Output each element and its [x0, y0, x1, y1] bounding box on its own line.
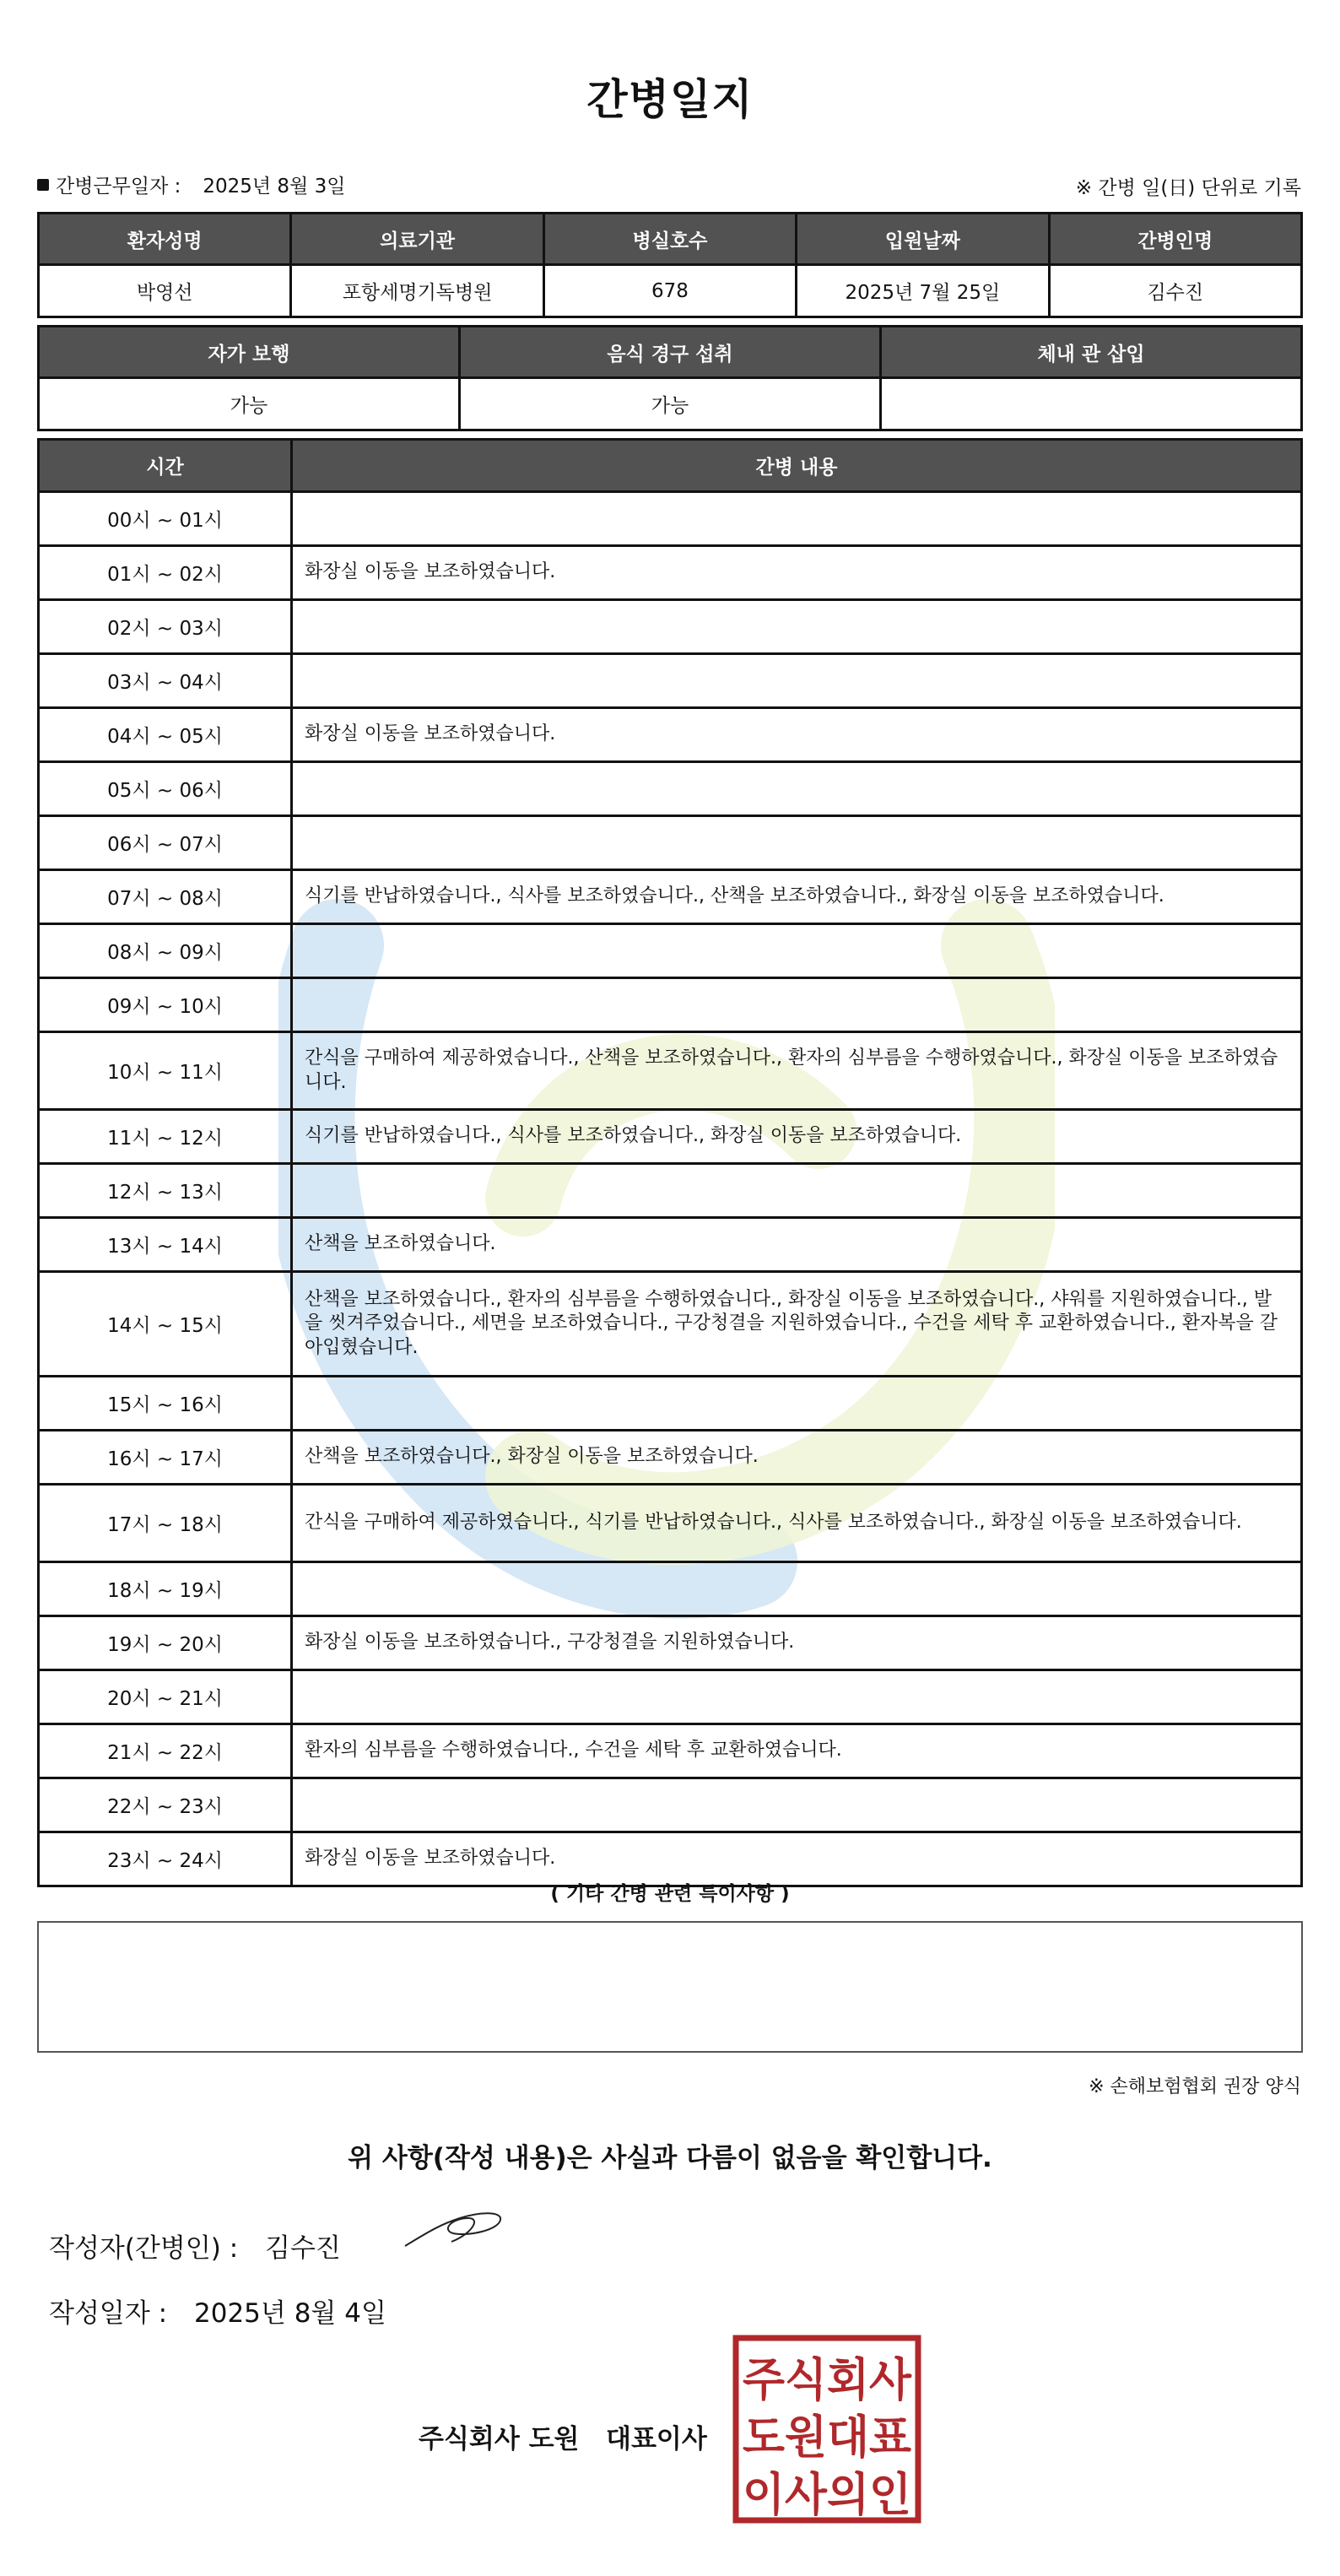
time-cell: 21시 ~ 22시	[39, 1724, 292, 1778]
bullet-square-icon	[37, 179, 49, 191]
table-row	[39, 1670, 1302, 1724]
care-content-cell	[292, 1562, 1302, 1616]
care-log-table	[37, 438, 1303, 1887]
written-date: 2025년 8월 4일	[194, 2298, 386, 2329]
table-row	[39, 816, 1302, 870]
care-content-cell	[292, 762, 1302, 816]
handwritten-signature	[401, 2200, 511, 2259]
caregiver-name-header: 간병인명	[1049, 214, 1301, 265]
care-content-cell: 식기를 반납하였습니다., 식사를 보조하였습니다., 산책을 보조하였습니다., 화장실 이동을 보조하였습니다.	[292, 870, 1302, 924]
patient-info-header-row	[39, 214, 1302, 265]
care-content-cell: 환자의 심부름을 수행하였습니다., 수건을 세탁 후 교환하였습니다.	[292, 1724, 1302, 1778]
care-content-cell	[292, 492, 1302, 546]
care-content-cell: 산책을 보조하였습니다., 환자의 심부름을 수행하였습니다., 화장실 이동을 보조하였습니다., 샤워를 지원하였습니다., 발을 씻겨주었습니다., 세면을 보조하였습니다., 구강청결을 지원하였습니다., 수건을 세탁 후 교환하였습니다., 환자복을 갈아입혔습니다.	[292, 1272, 1302, 1377]
admission-date-header: 입원날짜	[797, 214, 1049, 265]
care-content-header: 간병 내용	[292, 440, 1302, 492]
ceo-title: 대표이사	[606, 2424, 707, 2454]
status-header-row	[39, 327, 1302, 378]
table-row	[39, 546, 1302, 600]
care-content-cell: 화장실 이동을 보조하였습니다.	[292, 546, 1302, 600]
room-number: 678	[543, 265, 796, 317]
table-row	[39, 708, 1302, 762]
care-log-header-row	[39, 440, 1302, 492]
table-row	[39, 924, 1302, 978]
care-content-cell	[292, 1670, 1302, 1724]
table-row	[39, 600, 1302, 654]
table-row	[39, 1164, 1302, 1218]
written-date-label: 작성일자 :	[49, 2298, 168, 2329]
care-content-cell: 산책을 보조하였습니다., 화장실 이동을 보조하였습니다.	[292, 1431, 1302, 1485]
table-row	[39, 870, 1302, 924]
status-value-row	[39, 378, 1302, 430]
time-cell: 15시 ~ 16시	[39, 1377, 292, 1431]
time-cell: 04시 ~ 05시	[39, 708, 292, 762]
daily-record-note: ※ 간병 일(日) 단위로 기록	[1075, 177, 1301, 199]
care-content-cell	[292, 924, 1302, 978]
remarks-box	[37, 1921, 1303, 2053]
oral-intake-header: 음식 경구 섭취	[460, 327, 881, 378]
company-name: 주식회사 도원	[419, 2424, 580, 2454]
time-cell: 00시 ~ 01시	[39, 492, 292, 546]
seal-text-line: 도원대표	[743, 2411, 911, 2464]
table-row	[39, 1485, 1302, 1562]
patient-info-value-row	[39, 265, 1302, 317]
tube-insertion-header: 체내 관 삽입	[881, 327, 1302, 378]
time-header: 시간	[39, 440, 292, 492]
table-row	[39, 1032, 1302, 1110]
company-seal	[732, 2335, 921, 2524]
time-cell: 17시 ~ 18시	[39, 1485, 292, 1562]
hospital-name: 포항세명기독병원	[291, 265, 543, 317]
care-log-body	[39, 492, 1302, 1886]
seal-text-line: 이사의인	[743, 2468, 911, 2521]
table-row	[39, 1218, 1302, 1272]
author-label: 작성자(간병인) :	[49, 2233, 239, 2264]
care-content-cell	[292, 1164, 1302, 1218]
table-row	[39, 978, 1302, 1032]
time-cell: 13시 ~ 14시	[39, 1218, 292, 1272]
remarks-title: ( 기타 간병 관련 특이사항 )	[550, 1883, 790, 1905]
care-content-cell: 화장실 이동을 보조하였습니다.	[292, 708, 1302, 762]
confirmation-statement: 위 사항(작성 내용)은 사실과 다름이 없음을 확인합니다.	[348, 2143, 992, 2173]
care-content-cell: 산책을 보조하였습니다.	[292, 1218, 1302, 1272]
care-content-cell: 간식을 구매하여 제공하였습니다., 산책을 보조하였습니다., 환자의 심부름을 수행하였습니다., 화장실 이동을 보조하였습니다.	[292, 1032, 1302, 1110]
care-content-cell	[292, 978, 1302, 1032]
patient-status-table	[37, 325, 1303, 431]
table-row	[39, 1431, 1302, 1485]
oral-intake-value: 가능	[460, 378, 881, 430]
work-date-value: 2025년 8월 3일	[203, 176, 346, 198]
table-row	[39, 654, 1302, 708]
patient-name: 박영선	[39, 265, 291, 317]
caregiver-name: 김수진	[1049, 265, 1301, 317]
table-row	[39, 1562, 1302, 1616]
seal-text-line: 주식회사	[743, 2353, 912, 2406]
table-row	[39, 492, 1302, 546]
table-row	[39, 762, 1302, 816]
time-cell: 19시 ~ 20시	[39, 1616, 292, 1670]
care-content-cell: 화장실 이동을 보조하였습니다.	[292, 1832, 1302, 1886]
time-cell: 01시 ~ 02시	[39, 546, 292, 600]
patient-name-header: 환자성명	[39, 214, 291, 265]
time-cell: 07시 ~ 08시	[39, 870, 292, 924]
time-cell: 05시 ~ 06시	[39, 762, 292, 816]
tube-insertion-value	[881, 378, 1302, 430]
room-number-header: 병실호수	[543, 214, 796, 265]
form-source-note: ※ 손해보험협회 권장 양식	[1089, 2076, 1301, 2097]
hospital-header: 의료기관	[291, 214, 543, 265]
time-cell: 02시 ~ 03시	[39, 600, 292, 654]
author-name: 김수진	[265, 2233, 341, 2264]
patient-info-table	[37, 212, 1303, 318]
care-content-cell	[292, 1377, 1302, 1431]
care-content-cell: 화장실 이동을 보조하였습니다., 구강청결을 지원하였습니다.	[292, 1616, 1302, 1670]
time-cell: 23시 ~ 24시	[39, 1832, 292, 1886]
time-cell: 12시 ~ 13시	[39, 1164, 292, 1218]
care-content-cell: 식기를 반납하였습니다., 식사를 보조하였습니다., 화장실 이동을 보조하였습니다.	[292, 1110, 1302, 1164]
time-cell: 06시 ~ 07시	[39, 816, 292, 870]
time-cell: 18시 ~ 19시	[39, 1562, 292, 1616]
table-row	[39, 1616, 1302, 1670]
care-content-cell	[292, 1778, 1302, 1832]
table-row	[39, 1272, 1302, 1377]
care-content-cell	[292, 654, 1302, 708]
work-date-line	[37, 170, 345, 198]
admission-date: 2025년 7월 25일	[797, 265, 1049, 317]
table-row	[39, 1377, 1302, 1431]
time-cell: 22시 ~ 23시	[39, 1778, 292, 1832]
time-cell: 14시 ~ 15시	[39, 1272, 292, 1377]
care-content-cell	[292, 816, 1302, 870]
care-content-cell	[292, 600, 1302, 654]
document-title: 간병일지	[586, 75, 754, 124]
time-cell: 09시 ~ 10시	[39, 978, 292, 1032]
time-cell: 10시 ~ 11시	[39, 1032, 292, 1110]
time-cell: 08시 ~ 09시	[39, 924, 292, 978]
table-row	[39, 1778, 1302, 1832]
self-walking-header: 자가 보행	[39, 327, 460, 378]
table-row	[39, 1724, 1302, 1778]
time-cell: 20시 ~ 21시	[39, 1670, 292, 1724]
time-cell: 11시 ~ 12시	[39, 1110, 292, 1164]
care-content-cell: 간식을 구매하여 제공하였습니다., 식기를 반납하였습니다., 식사를 보조하였습니다., 화장실 이동을 보조하였습니다.	[292, 1485, 1302, 1562]
time-cell: 16시 ~ 17시	[39, 1431, 292, 1485]
time-cell: 03시 ~ 04시	[39, 654, 292, 708]
self-walking-value: 가능	[39, 378, 460, 430]
work-date-label: 간병근무일자 :	[56, 176, 181, 198]
table-row	[39, 1110, 1302, 1164]
